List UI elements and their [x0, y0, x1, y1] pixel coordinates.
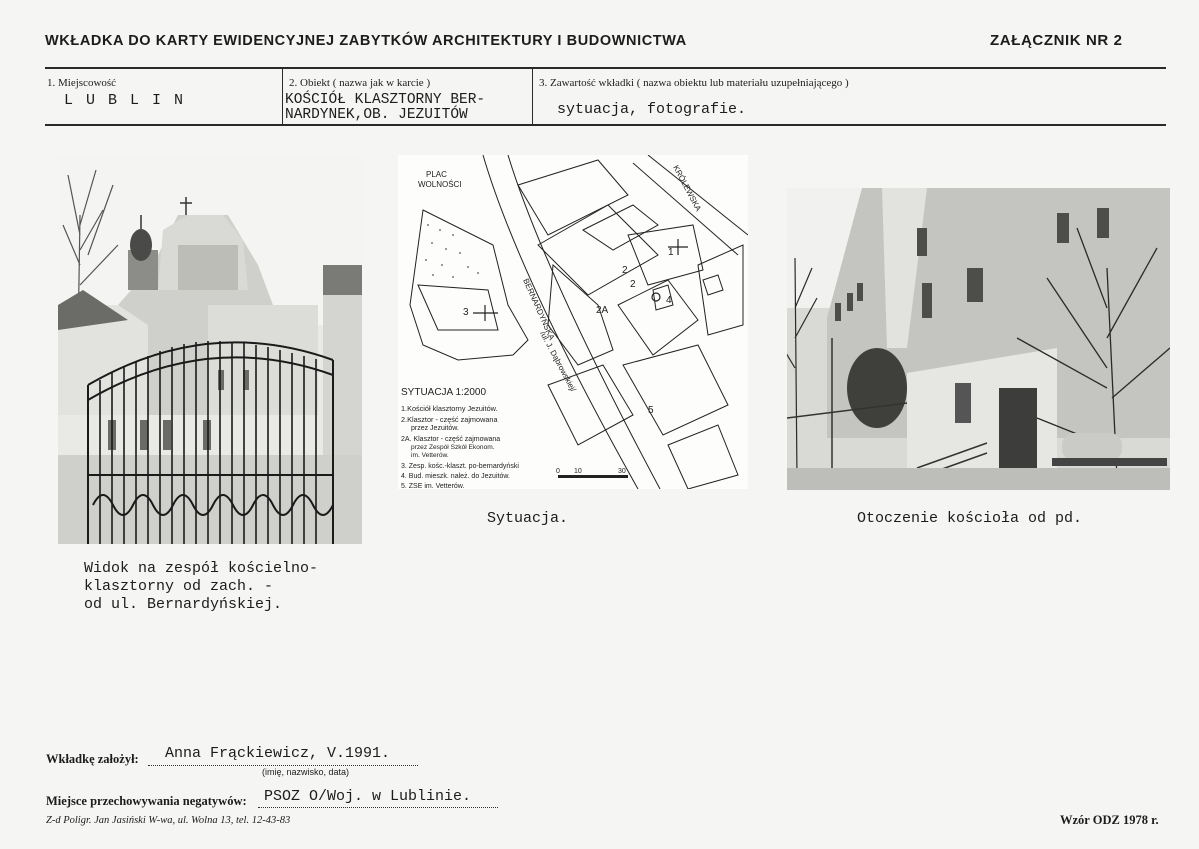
middle-caption: Sytuacja.	[487, 510, 569, 527]
scale-tick-0: 0	[556, 468, 560, 475]
printer-info: Z-d Poligr. Jan Jasiński W-wa, ul. Wolna 13, tel. 12-43-83	[46, 815, 291, 826]
storage-value: PSOZ O/Woj. w Lublinie.	[264, 788, 472, 805]
left-caption-line3: od ul. Bernardyńskiej.	[84, 596, 283, 613]
contents-value: sytuacja, fotografie.	[557, 101, 747, 118]
founder-dotted-line	[148, 765, 418, 766]
storage-dotted-line	[258, 807, 498, 808]
legend-item-2-cont: przez Jezuitów.	[411, 425, 459, 432]
plot-number-2a-label: 2	[622, 265, 628, 276]
photo-church-west-view	[58, 155, 362, 544]
plot-number-5: 5	[648, 405, 654, 416]
legend-item-4: 4. Bud. mieszk. należ. do Jezuitów.	[401, 473, 510, 480]
plot-number-2A: 2A	[596, 305, 609, 316]
object-label: 2. Obiekt ( nazwa jak w karcie )	[289, 77, 431, 89]
map-label-plac: PLAC	[426, 170, 447, 179]
plot-number-1: 1	[668, 247, 674, 258]
legend-item-2a-cont1: przez Zespół Szkół Ekonom.	[411, 444, 495, 451]
header-bottom-rule	[45, 124, 1166, 126]
left-caption-line2: klasztorny od zach. -	[84, 578, 274, 595]
plot-number-4: 4	[666, 295, 672, 306]
locality-value: L U B L I N	[64, 92, 186, 109]
site-plan-map	[398, 155, 748, 489]
field-divider-2	[532, 67, 533, 125]
scale-tick-30: 30	[618, 468, 626, 475]
plot-number-3: 3	[463, 307, 469, 318]
legend-item-2: 2.Klasztor - część zajmowana	[401, 415, 498, 424]
founder-value: Anna Frąckiewicz, V.1991.	[165, 745, 391, 762]
scale-tick-10: 10	[574, 468, 582, 475]
left-caption-line1: Widok na zespół kościelno-	[84, 560, 319, 577]
header-top-rule	[45, 67, 1166, 69]
plot-number-2b-label: 2	[630, 279, 636, 290]
object-value	[285, 93, 485, 123]
attachment-number: ZAŁĄCZNIK NR 2	[990, 32, 1123, 49]
right-caption: Otoczenie kościoła od pd.	[857, 510, 1083, 527]
object-value-line2: NARDYNEK,OB. JEZUITÓW	[285, 107, 468, 123]
founder-label: Wkładkę założył:	[46, 752, 139, 766]
legend-item-2a-cont2: im. Vetterów.	[411, 452, 449, 459]
form-number: Wzór ODZ 1978 r.	[1060, 813, 1159, 827]
legend-item-1: 1.Kościół klasztorny Jezuitów.	[401, 404, 498, 413]
contents-label: 3. Zawartość wkładki ( nazwa obiektu lub materiału uzupełniającego )	[539, 77, 849, 89]
legend-item-3: 3. Zesp. kośc.-klaszt. po-bernardyński	[401, 463, 519, 470]
field-divider-1	[282, 67, 283, 125]
locality-label: 1. Miejscowość	[47, 77, 117, 89]
map-label-wolnosci: WOLNOŚCI	[418, 180, 462, 189]
sheet-title: WKŁADKA DO KARTY EWIDENCYJNEJ ZABYTKÓW ARCHITEKTURY I BUDOWNICTWA	[45, 33, 687, 49]
founder-hint: (imię, nazwisko, data)	[262, 767, 350, 777]
map-label-dabrowskiej: /ul. J. Dąbrowskiej/	[538, 329, 578, 394]
object-value-line1: KOŚCIÓŁ KLASZTORNY BER-	[285, 92, 486, 108]
legend-item-5: 5. ZSE im. Vetterów.	[401, 483, 465, 489]
map-label-krolewska: KRÓLEWSKA	[671, 163, 703, 213]
legend-item-2a: 2A. Klasztor - część zajmowana	[401, 436, 501, 443]
legend-title: SYTUACJA 1:2000	[401, 387, 487, 398]
left-photo-caption	[84, 560, 318, 614]
storage-label: Miejsce przechowywania negatywów:	[46, 794, 247, 808]
map-label-bernardynska: BERNARDYŃSKA	[521, 277, 557, 342]
photo-church-surroundings	[787, 188, 1170, 490]
